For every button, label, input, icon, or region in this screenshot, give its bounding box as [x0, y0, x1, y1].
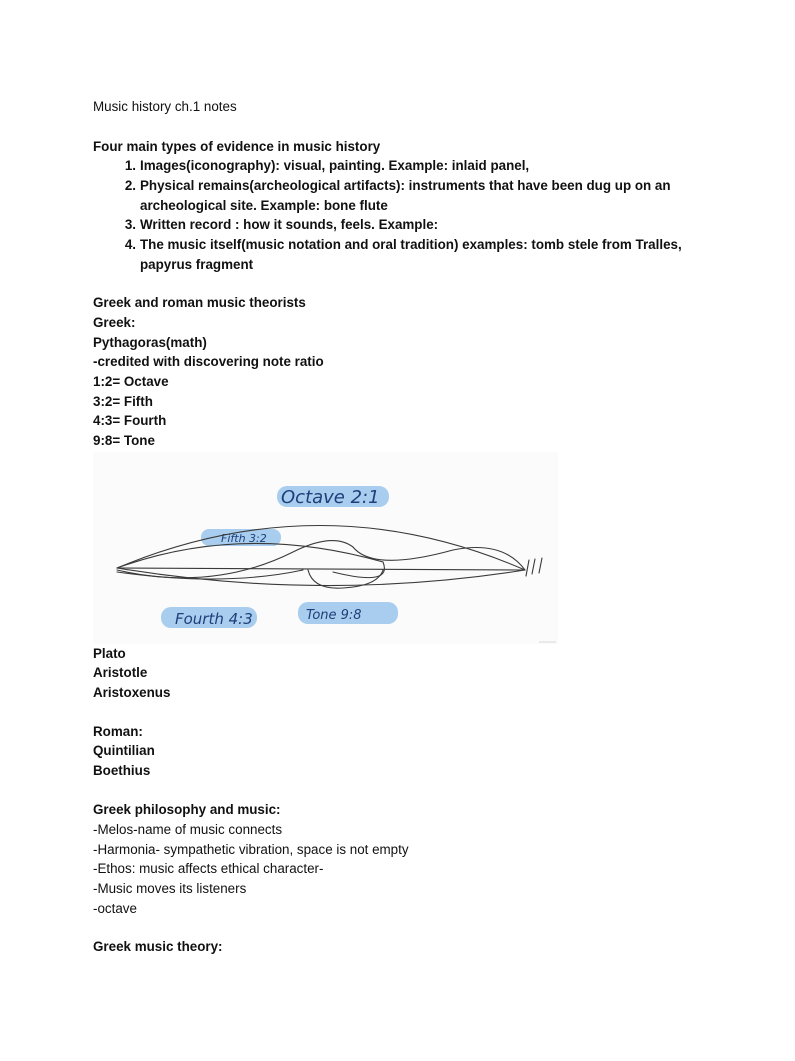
list-item-continuation: papyrus fragment	[140, 257, 254, 272]
fourth-lower-arc	[117, 570, 303, 579]
ratio-line: 1:2= Octave	[93, 374, 169, 389]
theorist-name: Boethius	[93, 763, 151, 778]
octave-lower-arc	[117, 568, 525, 586]
ratio-line: 4:3= Fourth	[93, 413, 167, 428]
list-item: Images(iconography): visual, painting. Example: inlaid panel,	[140, 158, 530, 173]
tick-mark	[539, 558, 542, 573]
philosophy-line: -Melos-name of music connects	[93, 822, 283, 837]
ratio-line: 9:8= Tone	[93, 433, 155, 448]
philosophy-line: -octave	[93, 901, 137, 916]
doc-title: Music history ch.1 notes	[93, 99, 237, 114]
theory-heading: Greek music theory:	[93, 939, 223, 954]
list-number: 2.	[124, 178, 136, 193]
list-item-continuation: archeological site. Example: bone flute	[140, 198, 388, 213]
list-item: The music itself(music notation and oral tradition) examples: tomb stele from Tralles,	[140, 237, 682, 252]
ratio-diagram	[93, 452, 558, 644]
philosophy-line: -Ethos: music affects ethical character-	[93, 861, 324, 876]
evidence-heading: Four main types of evidence in music history	[93, 139, 381, 154]
list-number: 4.	[124, 237, 136, 252]
pythagoras-line: Pythagoras(math)	[93, 335, 207, 350]
fifth-arc	[117, 543, 384, 577]
fourth-label: Fourth 4:3	[175, 610, 253, 628]
philosophy-line: -Music moves its listeners	[93, 881, 247, 896]
ratio-line: 3:2= Fifth	[93, 394, 153, 409]
list-item: Written record : how it sounds, feels. Example:	[140, 217, 439, 232]
theorist-name: Aristotle	[93, 665, 148, 680]
fifth-label: Fifth 3:2	[221, 532, 267, 545]
theorist-name: Quintilian	[93, 743, 155, 758]
list-item: Physical remains(archeological artifacts): instruments that have been dug up on an	[140, 178, 671, 193]
theorist-name: Aristoxenus	[93, 685, 171, 700]
string-line	[117, 568, 525, 570]
octave-label: Octave 2:1	[281, 487, 380, 508]
greek-label: Greek:	[93, 315, 136, 330]
ratio-diagram-svg	[93, 452, 558, 644]
philosophy-line: -Harmonia- sympathetic vibration, space is not empty	[93, 842, 409, 857]
theorist-name: Plato	[93, 646, 126, 661]
theorists-heading: Greek and roman music theorists	[93, 295, 306, 310]
philosophy-heading: Greek philosophy and music:	[93, 802, 281, 817]
tone-label: Tone 9:8	[306, 608, 362, 623]
credited-line: -credited with discovering note ratio	[93, 354, 324, 369]
tick-mark	[532, 559, 535, 574]
list-number: 1.	[124, 158, 136, 173]
roman-label: Roman:	[93, 724, 143, 739]
tick-mark	[526, 560, 529, 576]
list-number: 3.	[124, 217, 136, 232]
